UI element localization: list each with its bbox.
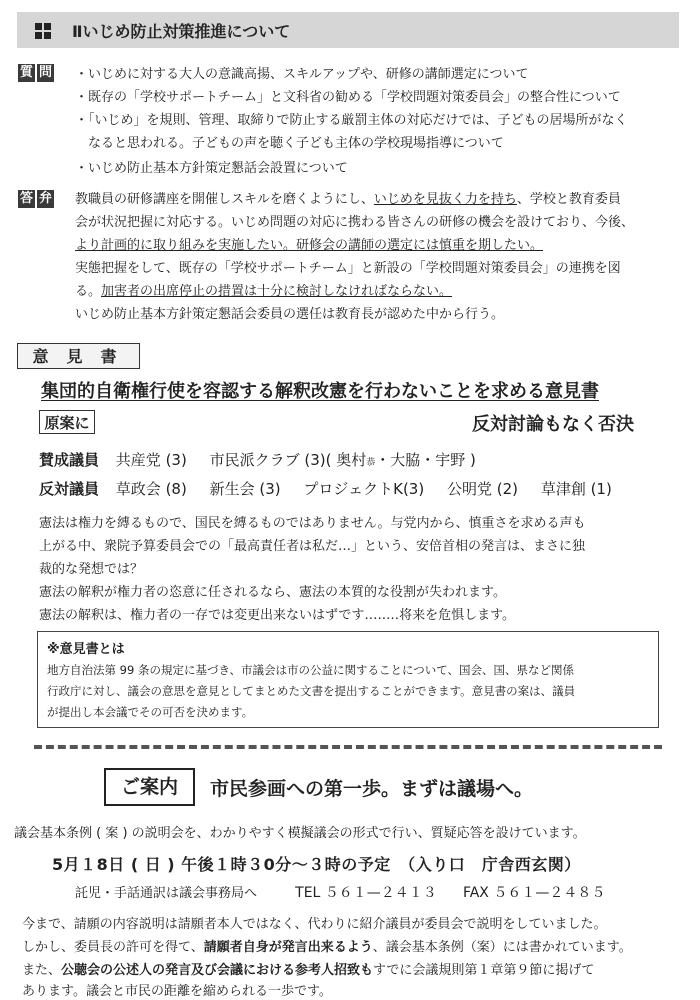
oppose-party: プロジェクトK(3) <box>303 480 425 498</box>
answer-line <box>75 188 621 207</box>
support-row <box>39 449 476 470</box>
support-label: 賛成議員 <box>39 451 100 469</box>
answer-line: 会が状況把握に対応する。いじめ問題の対応に携わる皆さんの研修の機会を設けており、今後、 <box>75 215 635 230</box>
support-party-tail: ・大脇・宇野 ) <box>375 451 476 469</box>
closing-line: あります。議会と市民の距離を縮められる一歩です。 <box>22 984 332 999</box>
oppose-party: 草津創 (1) <box>540 480 612 498</box>
schedule: 5月１8日 ( 日 ) 午後１時３0分～３時の予定 （入り口 庁舎西玄関） <box>52 855 581 874</box>
note-line: が提出し本会議でその可否を決めます。 <box>47 705 254 719</box>
opinion-body-line: 憲法は権力を縛るもので、国民を縛るものではありません。与党内から、慎重さを求める声も <box>39 516 586 531</box>
section-header <box>17 12 679 48</box>
contact-note: 託児・手話通訳は議会事務局へ <box>75 886 258 901</box>
answer-text: 、学校と教育委員 <box>516 192 621 207</box>
guide-intro: 議会基本条例 ( 案 ) の説明会を、わかりやすく模擬議会の形式で行い、質疑応答を設けています。 <box>14 826 586 841</box>
answer-line: 実態把握をして、既存の「学校サポートチーム」と新設の「学校問題対策委員会」の連携を図 <box>75 261 621 276</box>
note-line: 行政庁に対し、議会の意思を意見としてまとめた文書を提出することができます。意見書の案は、議員 <box>47 684 576 698</box>
guide-headline: 市民参画への第一歩。まずは議場へ。 <box>210 778 534 800</box>
oppose-party: 公明党 (2) <box>447 480 519 498</box>
opinion-label: 意見書 <box>17 343 140 369</box>
tel-number: TEL ５６１—２４１３ <box>295 885 437 901</box>
answer-underlined: 加害者の出席停止の措置は十分に検討しなければならない。 <box>101 284 453 299</box>
fax-number: FAX ５６１—２４８５ <box>462 885 606 901</box>
support-party: 共産党 (3) <box>115 451 187 469</box>
oppose-party: 新生会 (3) <box>209 480 281 498</box>
question-line: ・いじめ防止基本方針策定懇話会設置について <box>75 161 348 176</box>
note-title: ※意見書とは <box>47 642 125 657</box>
support-party: 市民派クラブ (3)( 奥村 <box>209 451 367 469</box>
question-line: ・既存の「学校サポートチーム」と文科省の勧める「学校問題対策委員会」の整合性について <box>75 90 621 105</box>
opinion-title: 集団的自衛権行使を容認する解釈改憲を行わないことを求める意見書 <box>41 381 599 402</box>
question-tag-2: 問 <box>38 65 52 80</box>
answer-underlined: いじめを見抜く力を持ち <box>373 192 517 207</box>
answer-underlined-line: より計画的に取り組みを実施したい。研修会の講師の選定には慎重を期したい。 <box>75 238 544 253</box>
question-line: なると思われる。子どもの声を聴く子ども主体の学校現場指導について <box>88 136 504 151</box>
answer-line <box>75 280 452 299</box>
question-line: ・「いじめ」を規則、管理、取締りで防止する厳罰主体の対応だけでは、子どもの居場所がなく <box>75 113 628 128</box>
answer-text: 教職員の研修講座を開催しスキルを磨くようにし、 <box>75 192 374 207</box>
opinion-body-line: 憲法の解釈が権力者の恣意に任されるなら、憲法の本質的な役割が失われます。 <box>39 585 506 600</box>
answer-text: る。 <box>75 284 102 299</box>
closing-bold: 請願者自身が発言出来るよう <box>203 940 373 955</box>
oppose-label: 反対議員 <box>39 480 100 498</box>
section-title: Ⅱいじめ防止対策推進について <box>72 22 291 41</box>
opinion-body-line: 憲法の解釈は、権力者の一存では変更出来ないはずです‥‥‥‥将来を危惧します。 <box>39 608 516 623</box>
closing-text: すでに会議規則第１章第９節に掲げて <box>373 963 595 978</box>
oppose-row <box>39 478 612 499</box>
contact-row <box>75 882 605 902</box>
answer-tag-1: 答 <box>19 191 33 206</box>
closing-text: 、議会基本条例（案）には書かれています。 <box>372 940 632 955</box>
question-line: ・いじめに対する大人の意識高揚、スキルアップや、研修の講師選定について <box>75 67 529 82</box>
vote-result: 反対討論もなく否決 <box>472 414 634 435</box>
closing-text: また、 <box>22 963 62 978</box>
original-label: 原案に <box>39 410 95 434</box>
dashed-divider <box>34 745 662 749</box>
opinion-body-line: 裁的な発想では？ <box>39 562 144 577</box>
closing-text: しかし、委員長の許可を得て、 <box>22 940 204 955</box>
honorific: 恭 <box>366 458 376 468</box>
closing-bold: 公聴会の公述人の発言及び会議における参考人招致も <box>61 963 374 978</box>
closing-line <box>22 936 632 955</box>
grid-icon <box>35 23 51 39</box>
guide-label: ご案内 <box>104 768 195 806</box>
answer-line: いじめ防止基本方針策定懇話会委員の選任は教育長が認めた中から行う。 <box>75 307 505 322</box>
closing-line <box>22 959 594 978</box>
question-tag-1: 質 <box>19 65 33 80</box>
note-line: 地方自治法第 99 条の規定に基づき、市議会は市の公益に関することについて、国会、国、県など関係 <box>47 663 575 677</box>
answer-tag-2: 弁 <box>38 191 52 206</box>
opinion-body-line: 上がる中、衆院予算委員会での「最高責任者は私だ…」という、安倍首相の発言は、まさに独 <box>39 539 586 554</box>
oppose-party: 草政会 (8) <box>115 480 187 498</box>
closing-line: 今まで、請願の内容説明は請願者本人ではなく、代わりに紹介議員が委員会で説明をしていました。 <box>22 917 607 932</box>
note-box <box>37 631 659 728</box>
